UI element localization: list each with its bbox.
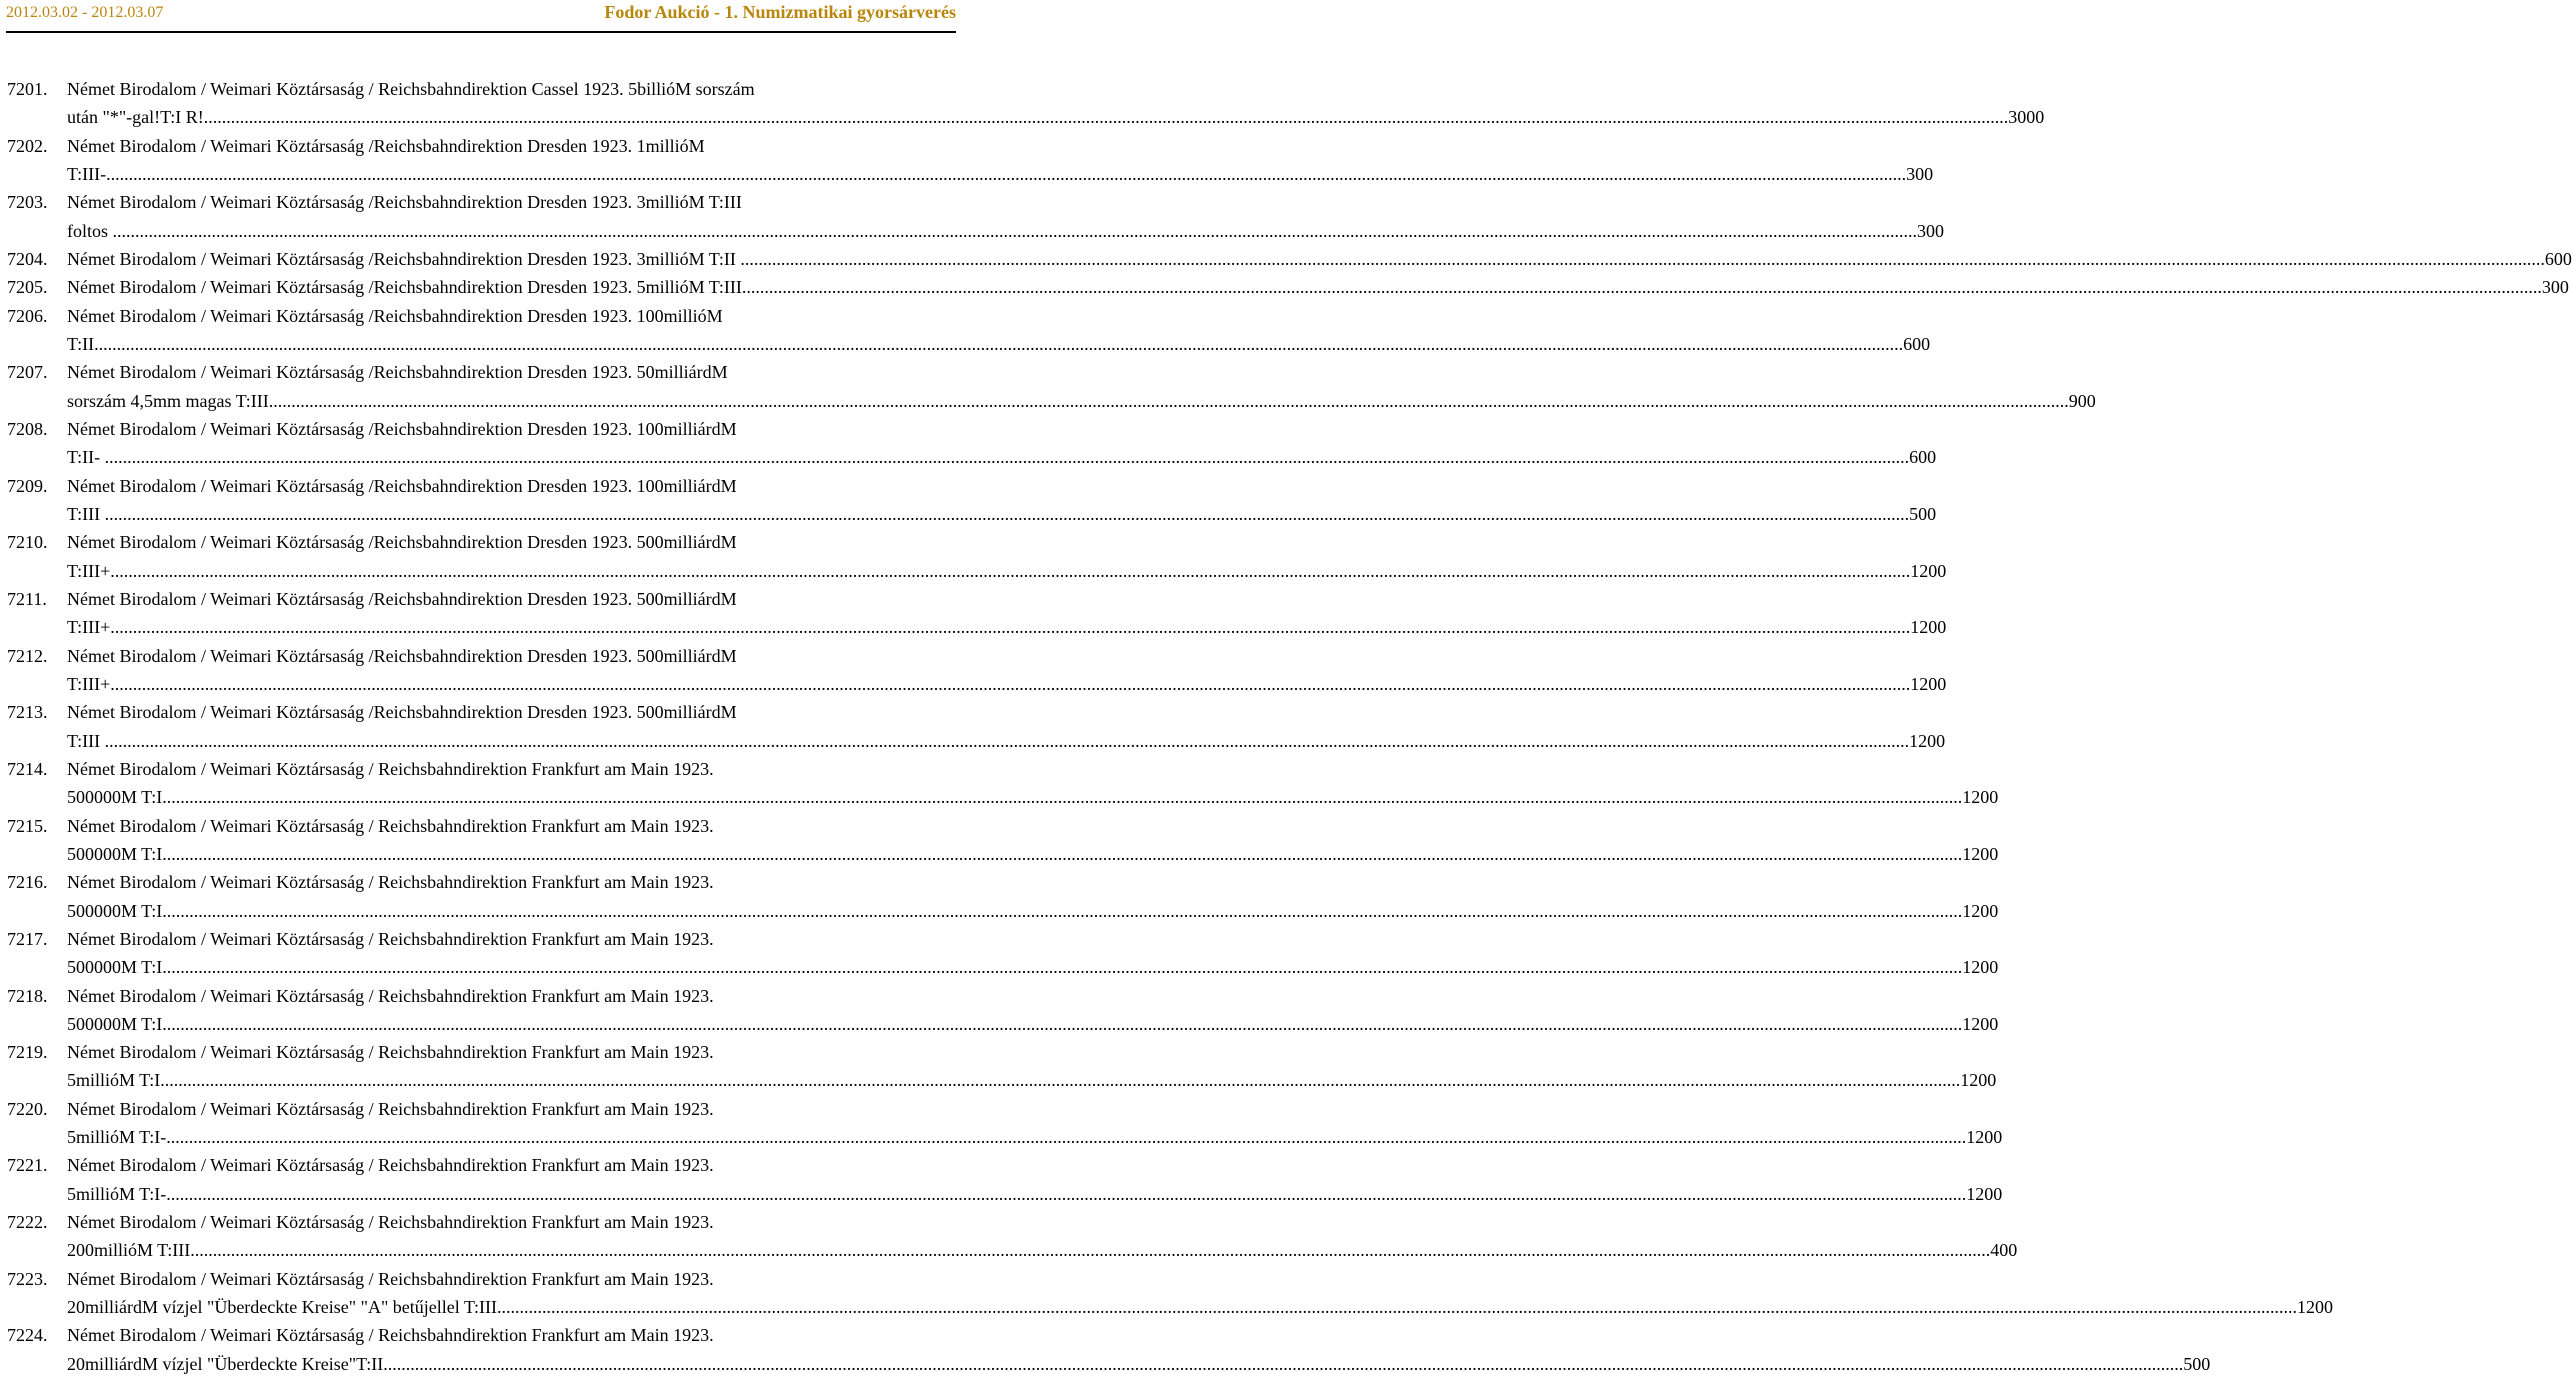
lot-description <box>67 528 1947 585</box>
lot-starting-price: 1200 <box>1962 957 1999 978</box>
dot-leader: ................................................................................................................................................................................................................................................................................................................................................................................................................ <box>268 390 2069 411</box>
lot-number: 7213. <box>7 702 48 723</box>
lot-number: 7207. <box>7 362 48 383</box>
dot-leader: ................................................................................................................................................................................................................................................................................................................................................................................................................ <box>160 1070 1961 1091</box>
lot-description-line: Német Birodalom / Weimari Köztársaság /Reichsbahndirektion Dresden 1923. 100millióM <box>67 305 723 326</box>
lot-description-tail: 20milliárdM vízjel "Überdeckte Kreise" "A" betűjellel T:III <box>67 1297 498 1318</box>
lot-starting-price: 600 <box>1909 447 1937 468</box>
lot-item <box>7 188 1945 245</box>
lot-description-line: Német Birodalom / Weimari Köztársaság / Reichsbahndirektion Frankfurt am Main 1923. <box>67 815 714 836</box>
lot-number: 7206. <box>7 305 48 326</box>
lot-price-line <box>67 160 1934 188</box>
lot-description <box>67 302 1931 359</box>
lot-description <box>67 1038 1997 1095</box>
dot-leader: ................................................................................................................................................................................................................................................................................................................................................................................................................ <box>208 107 2009 128</box>
lot-starting-price: 1200 <box>1962 900 1999 921</box>
lot-price-line <box>67 387 2096 415</box>
lot-number: 7202. <box>7 135 48 156</box>
lot-description-tail: 500000M T:I <box>67 957 163 978</box>
dot-leader: ................................................................................................................................................................................................................................................................................................................................................................................................................ <box>109 447 1910 468</box>
dot-leader: ................................................................................................................................................................................................................................................................................................................................................................................................................ <box>383 1353 2184 1374</box>
lot-description <box>67 415 1937 472</box>
lot-starting-price: 1200 <box>2297 1297 2334 1318</box>
lot-item <box>7 245 2572 273</box>
lot-price-line <box>67 1180 2003 1208</box>
lot-price-line <box>67 273 2569 301</box>
lot-item <box>7 868 1999 925</box>
lot-description-tail: 5millióM T:I- <box>67 1127 167 1148</box>
auction-dates: 2012.03.02 - 2012.03.07 <box>6 4 164 21</box>
lot-number: 7216. <box>7 872 48 893</box>
lot-description-line: Német Birodalom / Weimari Köztársaság /Reichsbahndirektion Dresden 1923. 500milliárdM <box>67 588 737 609</box>
lot-description-line: Német Birodalom / Weimari Köztársaság / Reichsbahndirektion Frankfurt am Main 1923. <box>67 1098 714 1119</box>
lot-item <box>7 1095 2003 1152</box>
page-header <box>6 1 956 25</box>
lot-item <box>7 1321 2211 1378</box>
lot-item <box>7 415 1937 472</box>
lot-description <box>67 982 1999 1039</box>
lot-price-line <box>67 103 2045 131</box>
lot-item <box>7 1038 1997 1095</box>
lot-description-tail: 5millióM T:I <box>67 1070 161 1091</box>
lot-number: 7208. <box>7 418 48 439</box>
lot-description <box>67 925 1999 982</box>
lot-description-line: Német Birodalom / Weimari Köztársaság / Reichsbahndirektion Frankfurt am Main 1923. <box>67 985 714 1006</box>
lot-description-tail: T:III+ <box>67 673 111 694</box>
lot-price-line <box>67 557 1947 585</box>
lot-starting-price: 1200 <box>1909 730 1946 751</box>
lot-number: 7214. <box>7 758 48 779</box>
dot-leader: ................................................................................................................................................................................................................................................................................................................................................................................................................ <box>110 560 1911 581</box>
lot-number: 7224. <box>7 1325 48 1346</box>
lot-description <box>67 868 1999 925</box>
lot-description-tail: foltos . <box>67 220 118 241</box>
lot-description-line: Német Birodalom / Weimari Köztársaság / Reichsbahndirektion Frankfurt am Main 1923. <box>67 1042 714 1063</box>
lot-price-line <box>67 1010 1999 1038</box>
lot-item <box>7 358 2096 415</box>
dot-leader: ................................................................................................................................................................................................................................................................................................................................................................................................................ <box>109 730 1910 751</box>
lot-description-tail: 500000M T:I <box>67 787 163 808</box>
dot-leader: ................................................................................................................................................................................................................................................................................................................................................................................................................ <box>162 1013 1963 1034</box>
lot-starting-price: 400 <box>1990 1240 2018 1261</box>
lot-description <box>67 755 1999 812</box>
dot-leader: ................................................................................................................................................................................................................................................................................................................................................................................................................ <box>497 1297 2298 1318</box>
lot-number: 7211. <box>7 588 47 609</box>
lot-description <box>67 75 2045 132</box>
lot-description-tail: T:III . <box>67 730 110 751</box>
lot-description-tail: T:III+ <box>67 560 111 581</box>
lot-description-tail: T:III- <box>67 163 107 184</box>
lot-price-line <box>67 443 1937 471</box>
lot-price-line <box>67 500 1937 528</box>
lot-description-tail: 200millióM T:III <box>67 1240 191 1261</box>
lot-item <box>7 472 1937 529</box>
lot-price-line <box>67 783 1999 811</box>
dot-leader: ................................................................................................................................................................................................................................................................................................................................................................................................................ <box>110 673 1911 694</box>
lot-price-line <box>67 217 1945 245</box>
lot-description-line: Német Birodalom / Weimari Köztársaság / Reichsbahndirektion Frankfurt am Main 1923. <box>67 928 714 949</box>
lot-description <box>67 1208 2018 1265</box>
auction-title: Fodor Aukció - 1. Numizmatikai gyorsárverés <box>604 2 956 22</box>
lot-price-line <box>67 953 1999 981</box>
lot-description <box>67 642 1947 699</box>
lot-price-line <box>67 613 1947 641</box>
lot-number: 7217. <box>7 928 48 949</box>
lot-description <box>67 1265 2334 1322</box>
lot-description <box>67 1151 2003 1208</box>
lot-item <box>7 1265 2334 1322</box>
lot-item <box>7 528 1947 585</box>
lot-description <box>67 812 1999 869</box>
lot-description <box>67 132 1934 189</box>
lot-description <box>67 273 2569 301</box>
lot-description-line: Német Birodalom / Weimari Köztársaság /Reichsbahndirektion Dresden 1923. 500milliárdM <box>67 532 737 553</box>
lot-description-tail: Német Birodalom / Weimari Köztársaság /Reichsbahndirektion Dresden 1923. 3millióM T:II . <box>67 248 745 269</box>
lot-number: 7212. <box>7 645 48 666</box>
lot-description-line: Német Birodalom / Weimari Köztársaság / Reichsbahndirektion Frankfurt am Main 1923. <box>67 758 714 779</box>
dot-leader: ................................................................................................................................................................................................................................................................................................................................................................................................................ <box>744 248 2545 269</box>
lot-description-line: Német Birodalom / Weimari Köztársaság / Reichsbahndirektion Frankfurt am Main 1923. <box>67 1268 714 1289</box>
dot-leader: ................................................................................................................................................................................................................................................................................................................................................................................................................ <box>162 957 1963 978</box>
lot-price-line <box>67 727 1946 755</box>
lot-price-line <box>67 1350 2211 1378</box>
lot-number: 7223. <box>7 1268 48 1289</box>
lot-item <box>7 642 1947 699</box>
lot-description <box>67 188 1945 245</box>
lot-number: 7203. <box>7 192 48 213</box>
lot-item <box>7 1208 2018 1265</box>
lot-description-line: Német Birodalom / Weimari Köztársaság / Reichsbahndirektion Frankfurt am Main 1923. <box>67 1325 714 1346</box>
lot-description-tail: sorszám 4,5mm magas T:III <box>67 390 269 411</box>
lot-description-tail: T:III+ <box>67 617 111 638</box>
lot-description-line: Német Birodalom / Weimari Köztársaság /Reichsbahndirektion Dresden 1923. 1millióM <box>67 135 705 156</box>
lot-starting-price: 300 <box>1917 220 1945 241</box>
lot-description <box>67 698 1946 755</box>
lot-description-tail: 500000M T:I <box>67 900 163 921</box>
lot-description-tail: 500000M T:I <box>67 1013 163 1034</box>
lot-starting-price: 3000 <box>2008 107 2045 128</box>
lot-description-tail: Német Birodalom / Weimari Köztársaság /Reichsbahndirektion Dresden 1923. 5millióM T:III <box>67 277 742 298</box>
dot-leader: ................................................................................................................................................................................................................................................................................................................................................................................................................ <box>166 1127 1967 1148</box>
lot-item <box>7 302 1931 359</box>
lot-starting-price: 300 <box>2541 277 2569 298</box>
dot-leader: ................................................................................................................................................................................................................................................................................................................................................................................................................ <box>166 1183 1967 1204</box>
dot-leader: ................................................................................................................................................................................................................................................................................................................................................................................................................ <box>106 163 1907 184</box>
lot-starting-price: 600 <box>2544 248 2572 269</box>
lot-starting-price: 1200 <box>1962 787 1999 808</box>
lot-number: 7222. <box>7 1212 48 1233</box>
lot-number: 7209. <box>7 475 48 496</box>
lot-description <box>67 585 1947 642</box>
lot-item <box>7 75 2045 132</box>
lot-number: 7218. <box>7 985 48 1006</box>
lot-description <box>67 245 2572 273</box>
lot-item <box>7 273 2569 301</box>
lot-description <box>67 358 2096 415</box>
lot-price-line <box>67 670 1947 698</box>
lot-item <box>7 698 1946 755</box>
lot-list <box>7 75 2572 1378</box>
lot-number: 7219. <box>7 1042 48 1063</box>
lot-item <box>7 585 1947 642</box>
lot-description <box>67 1095 2003 1152</box>
lot-number: 7204. <box>7 248 48 269</box>
lot-description-tail: 20milliárdM vízjel "Überdeckte Kreise"T:II <box>67 1353 384 1374</box>
lot-price-line <box>67 1123 2003 1151</box>
dot-leader: ................................................................................................................................................................................................................................................................................................................................................................................................................ <box>162 787 1963 808</box>
lot-number: 7220. <box>7 1098 48 1119</box>
lot-starting-price: 500 <box>2183 1353 2211 1374</box>
lot-starting-price: 1200 <box>1962 1013 1999 1034</box>
header-divider <box>6 31 956 33</box>
lot-description <box>67 472 1937 529</box>
lot-description-line: Német Birodalom / Weimari Köztársaság / Reichsbahndirektion Cassel 1923. 5billióM sorszám <box>67 79 755 99</box>
dot-leader: ................................................................................................................................................................................................................................................................................................................................................................................................................ <box>162 843 1963 864</box>
lot-description-line: Német Birodalom / Weimari Köztársaság /Reichsbahndirektion Dresden 1923. 100milliárdM <box>67 418 737 439</box>
dot-leader: ................................................................................................................................................................................................................................................................................................................................................................................................................ <box>117 220 1918 241</box>
dot-leader: ................................................................................................................................................................................................................................................................................................................................................................................................................ <box>190 1240 1991 1261</box>
lot-description-line: Német Birodalom / Weimari Köztársaság /Reichsbahndirektion Dresden 1923. 3millióM T:III <box>67 192 742 213</box>
lot-item <box>7 755 1999 812</box>
lot-starting-price: 600 <box>1903 333 1931 354</box>
lot-starting-price: 1200 <box>1960 1070 1997 1091</box>
lot-price-line <box>67 330 1931 358</box>
dot-leader: ................................................................................................................................................................................................................................................................................................................................................................................................................ <box>162 900 1963 921</box>
lot-starting-price: 900 <box>2068 390 2096 411</box>
lot-item <box>7 925 1999 982</box>
lot-price-line <box>67 1293 2334 1321</box>
lot-starting-price: 1200 <box>1966 1127 2003 1148</box>
dot-leader: ................................................................................................................................................................................................................................................................................................................................................................................................................ <box>109 503 1910 524</box>
lot-starting-price: 1200 <box>1962 843 1999 864</box>
lot-description-tail: T:II.. <box>67 333 104 354</box>
lot-description-line: Német Birodalom / Weimari Köztársaság / Reichsbahndirektion Frankfurt am Main 1923. <box>67 1212 714 1233</box>
lot-number: 7221. <box>7 1155 48 1176</box>
lot-starting-price: 500 <box>1909 503 1937 524</box>
lot-description-line: Német Birodalom / Weimari Köztársaság /Reichsbahndirektion Dresden 1923. 500milliárdM <box>67 702 737 723</box>
lot-description-tail: T:II- . <box>67 447 110 468</box>
lot-description-tail: 500000M T:I <box>67 843 163 864</box>
lot-item <box>7 132 1934 189</box>
lot-price-line <box>67 245 2572 273</box>
lot-price-line <box>67 1236 2018 1264</box>
lot-description-line: Német Birodalom / Weimari Köztársaság /Reichsbahndirektion Dresden 1923. 500milliárdM <box>67 645 737 666</box>
lot-description-line: Német Birodalom / Weimari Köztársaság / Reichsbahndirektion Frankfurt am Main 1923. <box>67 872 714 893</box>
lot-price-line <box>67 840 1999 868</box>
lot-description-line: Német Birodalom / Weimari Köztársaság /Reichsbahndirektion Dresden 1923. 50milliárdM <box>67 362 728 383</box>
lot-description-tail: T:III . <box>67 503 110 524</box>
lot-number: 7215. <box>7 815 48 836</box>
lot-item <box>7 982 1999 1039</box>
dot-leader: ................................................................................................................................................................................................................................................................................................................................................................................................................ <box>103 333 1904 354</box>
dot-leader: ................................................................................................................................................................................................................................................................................................................................................................................................................ <box>110 617 1911 638</box>
lot-number: 7205. <box>7 277 48 298</box>
lot-description-tail: után "*"-gal!T:I R!. <box>67 107 209 128</box>
lot-description-line: Német Birodalom / Weimari Köztársaság / Reichsbahndirektion Frankfurt am Main 1923. <box>67 1155 714 1176</box>
lot-price-line <box>67 897 1999 925</box>
lot-number: 7201. <box>7 79 48 99</box>
lot-starting-price: 1200 <box>1966 1183 2003 1204</box>
lot-item <box>7 812 1999 869</box>
lot-starting-price: 1200 <box>1910 673 1947 694</box>
lot-description-tail: 5millióM T:I- <box>67 1183 167 1204</box>
lot-item <box>7 1151 2003 1208</box>
lot-description-line: Német Birodalom / Weimari Köztársaság /Reichsbahndirektion Dresden 1923. 100milliárdM <box>67 475 737 496</box>
lot-starting-price: 1200 <box>1910 560 1947 581</box>
lot-number: 7210. <box>7 532 48 553</box>
lot-starting-price: 300 <box>1906 163 1934 184</box>
lot-description <box>67 1321 2211 1378</box>
lot-price-line <box>67 1066 1997 1094</box>
lot-starting-price: 1200 <box>1910 617 1947 638</box>
dot-leader: ................................................................................................................................................................................................................................................................................................................................................................................................................ <box>741 277 2542 298</box>
